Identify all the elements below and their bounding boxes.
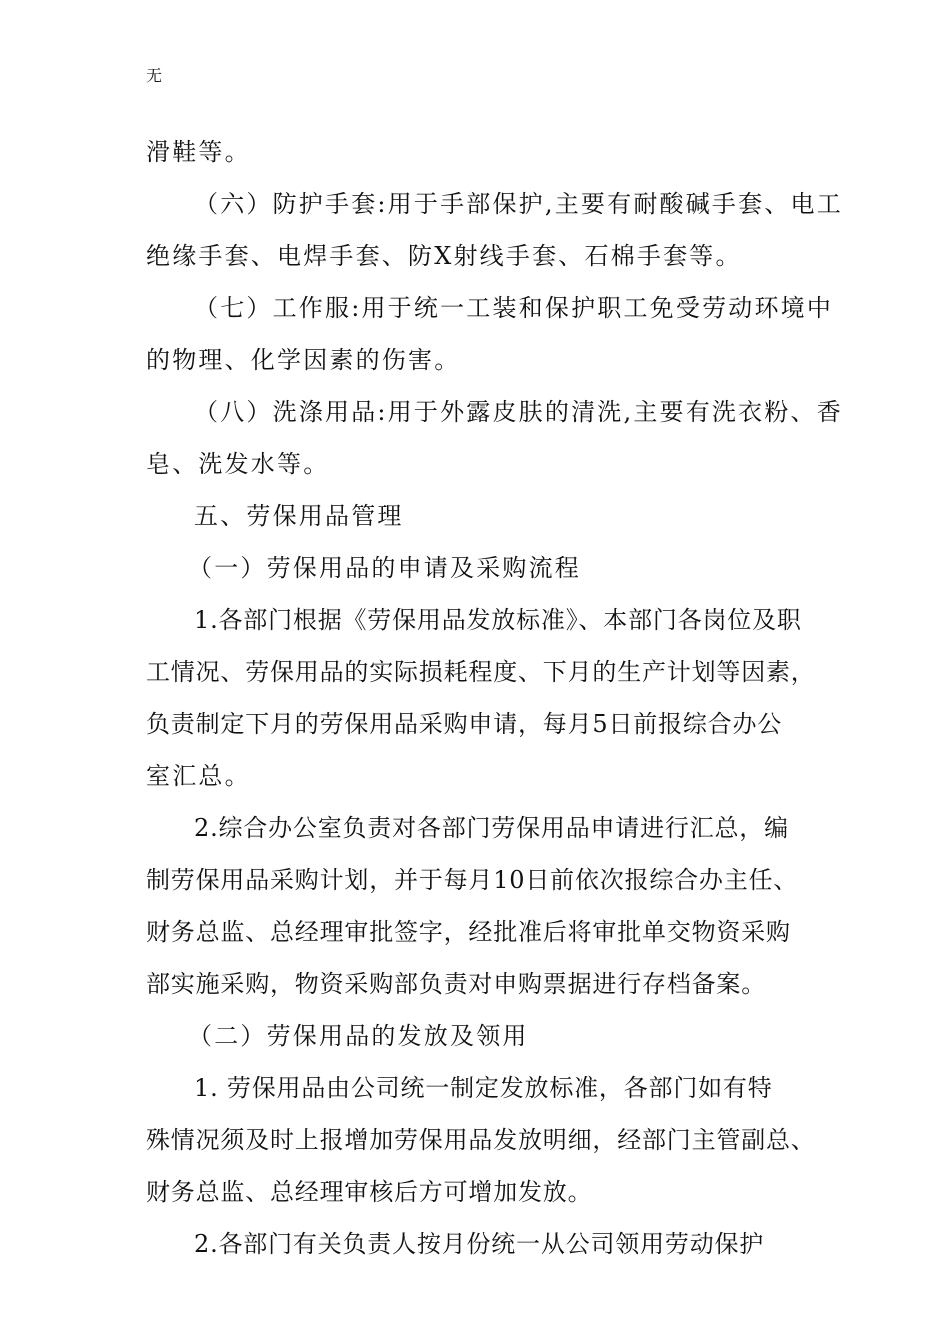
document-body [146,126,843,1270]
paragraph-line: 1.各部门根据《劳保用品发放标准》、本部门各岗位及职 [194,606,802,634]
paragraph-line: 财务总监、总经理审核后方可增加发放。 [146,1178,593,1206]
paragraph-line: 绝缘手套、电焊手套、防X射线手套、石棉手套等。 [146,242,742,270]
paragraph-line: （七）工作服:用于统一工装和保护职工免受劳动环境中 [194,294,834,322]
paragraph-line: 2.综合办公室负责对各部门劳保用品申请进行汇总，编 [194,814,789,842]
paragraph-line: 部实施采购，物资采购部负责对申购票据进行存档备案。 [146,970,766,998]
paragraph-line: 室汇总。 [146,762,251,790]
paragraph-line: 滑鞋等。 [146,138,251,166]
paragraph-line: 负责制定下月的劳保用品采购申请，每月5日前报综合办公 [146,710,783,738]
paragraph-line: 工情况、劳保用品的实际损耗程度、下月的生产计划等因素， [146,658,816,686]
paragraph-line: （八）洗涤用品:用于外露皮肤的清洗,主要有洗衣粉、香 [194,398,843,426]
paragraph-line: 1. 劳保用品由公司统一制定发放标准，各部门如有特 [194,1074,773,1102]
section-heading: 五、劳保用品管理 [194,502,404,530]
paragraph-line: 财务总监、总经理审批签字，经批准后将审批单交物资采购 [146,918,791,946]
paragraph-line: 2.各部门有关负责人按月份统一从公司领用劳动保护 [194,1230,765,1258]
page-header: 无 [146,66,163,85]
paragraph-line: 殊情况须及时上报增加劳保用品发放明细，经部门主管副总、 [146,1126,816,1154]
paragraph-line: 的物理、化学因素的伤害。 [146,346,461,374]
subsection-heading: （一）劳保用品的申请及采购流程 [188,554,581,582]
paragraph-line: （六）防护手套:用于手部保护,主要有耐酸碱手套、电工 [194,190,843,218]
paragraph-line: 皂、洗发水等。 [146,450,330,478]
paragraph-line: 制劳保用品采购计划，并于每月10日前依次报综合办主任、 [146,866,799,894]
subsection-heading: （二）劳保用品的发放及领用 [188,1022,529,1050]
